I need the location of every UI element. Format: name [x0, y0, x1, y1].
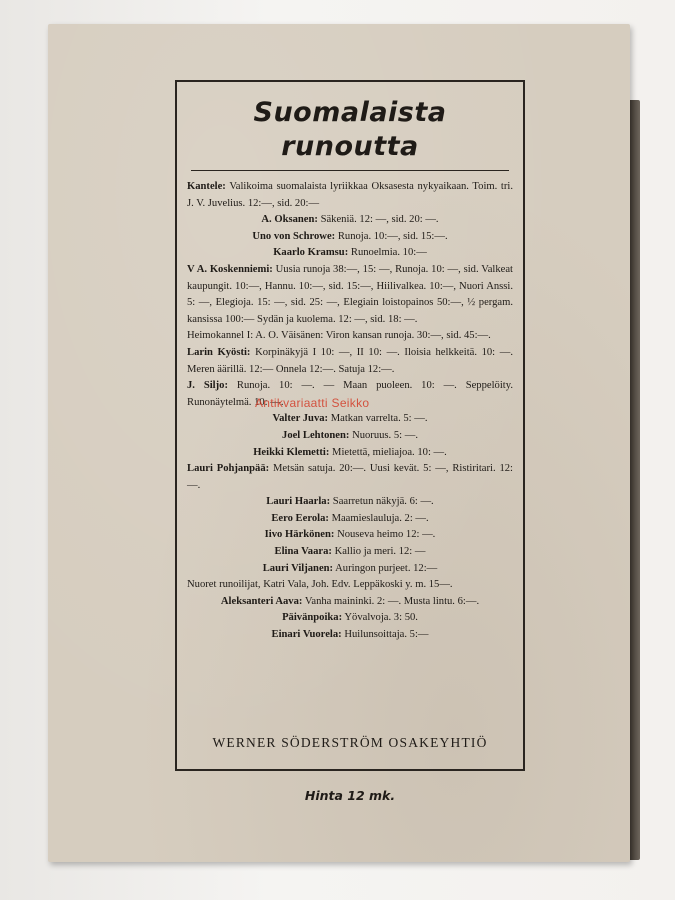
entry-text: Matkan varrelta. 5: —.: [330, 413, 428, 425]
book-list-entry: [187, 229, 513, 246]
book-list-entry: [187, 544, 513, 561]
book-list-entry: [187, 245, 513, 262]
watermark: Antikvariaatti Seikko: [255, 396, 370, 410]
entry-text: Nouseva heimo 12: —.: [337, 529, 436, 541]
book-list-entry: [187, 627, 513, 644]
entry-author: Lauri Viljanen:: [262, 562, 334, 574]
entry-text: Mietettä, mieliajoa. 10: —.: [332, 446, 447, 458]
entry-author: Lauri Haarla:: [266, 496, 331, 508]
entry-text: Runoja. 10: —. — Maan puoleen. 10: —. Seppelöity. Runonäytelmä. 10: —.: [187, 380, 513, 408]
entry-author: Elina Vaara:: [274, 546, 332, 558]
entry-author: Einari Vuorela:: [271, 629, 342, 641]
book-list-entry: [187, 511, 513, 528]
entry-text: Yövalvoja. 3: 50.: [344, 612, 418, 624]
entry-author: Heikki Klemetti:: [253, 446, 330, 458]
entry-author: Kaarlo Kramsu:: [273, 247, 349, 259]
entry-text: Säkeniä. 12: —, sid. 20: —.: [320, 214, 439, 226]
entry-author: J. Siljo:: [187, 380, 228, 392]
entry-author: V A. Koskenniemi:: [187, 263, 273, 275]
book-list-entry: [187, 445, 513, 462]
entry-text: Auringon purjeet. 12:—: [335, 562, 438, 574]
entry-text: Maamieslauluja. 2: —.: [331, 512, 429, 524]
entry-text: Nuoruus. 5: —.: [352, 429, 418, 441]
entry-author: Valter Juva:: [272, 413, 329, 425]
entry-author: Uno von Schrowe:: [252, 230, 336, 242]
entry-author: Iivo Härkönen:: [264, 529, 335, 541]
entry-text: Korpinäkyjä I 10: —, II 10: —. Iloisia helkkeitä. 10: —. Meren äärillä. 12:— Onnela 12:—. Satuja 12:—.: [187, 346, 513, 375]
entry-author: Aleksanteri Aava:: [220, 595, 303, 607]
entry-text: Vanha maininki. 2: —. Musta lintu. 6:—.: [304, 595, 480, 607]
entry-author: Eero Eerola:: [271, 512, 329, 524]
book-list-entry: [187, 179, 513, 212]
book-list-entry: [187, 561, 513, 578]
book-list-entry: [187, 262, 513, 328]
book-list: [187, 179, 513, 644]
publisher-name: WERNER SÖDERSTRÖM OSAKEYHTIÖ: [212, 735, 488, 750]
entry-text: Metsän satuja. 20:—. Uusi kevät. 5: —, Ristiritari. 12: —.: [187, 463, 513, 491]
entry-text: Runoelmia. 10:—: [350, 247, 427, 259]
price-label: Hinta 12 mk.: [304, 788, 396, 803]
entry-author: Larin Kyösti:: [187, 346, 251, 358]
book-list-entry: [187, 428, 513, 445]
book-list-entry: [187, 577, 513, 594]
entry-text: Uusia runoja 38:—, 15: —, Runoja. 10: —, sid. Valkeat kaupungit. 10:—, Hannu. 10:—, sid. 15:—, Hiilivalkea. 10:—, Nuori Anssi. 5: —, Elegioja. 15: —, sid. 25: —, Elegiain loistopainos 50:—, ½ pergam. kansissa 100:— Sydän ja kuolema. 12: —, sid. 18: —.: [187, 263, 513, 325]
entry-author: Päivänpoika:: [282, 612, 343, 624]
entry-text: Nuoret runoilijat, Katri Vala, Joh. Edv. Leppäkoski y. m. 15—.: [187, 579, 453, 591]
advertisement-frame: [175, 80, 525, 771]
entry-author: Kantele:: [187, 181, 226, 192]
book-list-entry: [187, 345, 513, 378]
entry-author: Joel Lehtonen:: [282, 429, 350, 441]
title-divider: [191, 170, 509, 171]
book-list-entry: [187, 212, 513, 229]
entry-text: Kallio ja meri. 12: —: [334, 546, 426, 558]
book-list-entry: [187, 594, 513, 611]
page-title: Suomalaista runoutta: [253, 97, 447, 162]
entry-text: Saarretun näkyjä. 6: —.: [332, 496, 434, 508]
entry-text: Huilunsoittaja. 5:—: [344, 629, 429, 641]
entry-text: Runoja. 10:—, sid. 15:—.: [337, 230, 448, 242]
book-list-entry: [187, 494, 513, 511]
book-list-entry: [187, 610, 513, 627]
entry-author: Lauri Pohjanpää:: [187, 463, 270, 475]
book-list-entry: [187, 411, 513, 428]
book-list-entry: [187, 527, 513, 544]
book-list-entry: [187, 328, 513, 345]
entry-text: Heimokannel I: A. O. Väisänen: Viron kansan runoja. 30:—, sid. 45:—.: [187, 330, 491, 342]
entry-author: A. Oksanen:: [261, 214, 318, 226]
book-list-entry: [187, 461, 513, 494]
entry-text: Valikoima suomalaista lyriikkaa Oksasesta nykyaikaan. Toim. tri. J. V. Juvelius. 12:—, sid. 20:—: [187, 181, 513, 209]
